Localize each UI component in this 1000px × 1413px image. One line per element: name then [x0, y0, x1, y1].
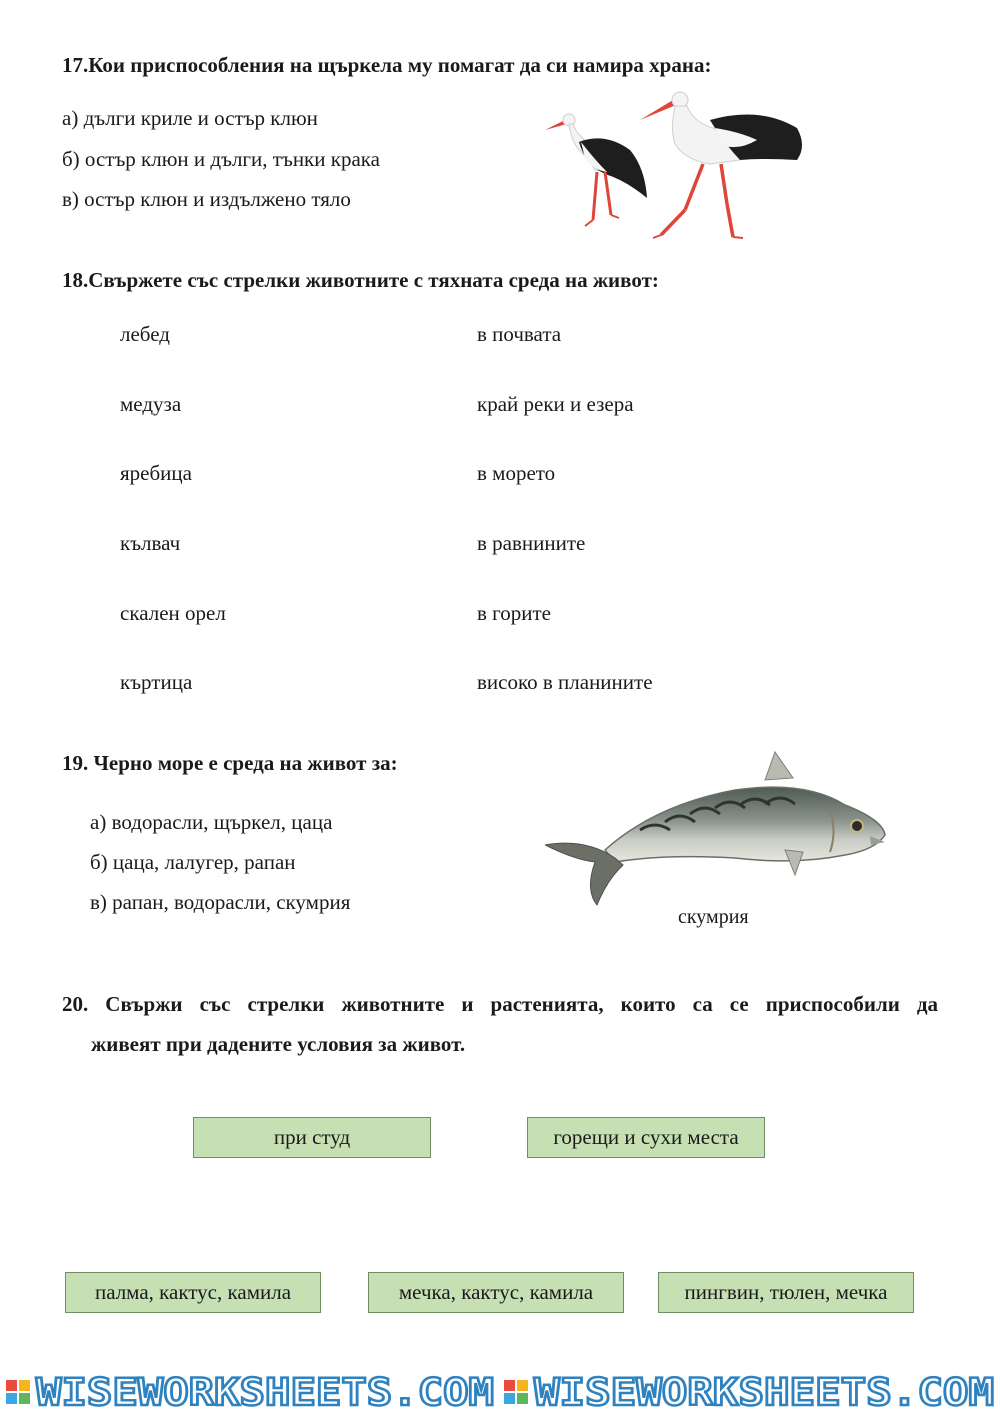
q20-line2: живеят при дадените условия за живот.	[91, 1032, 466, 1056]
q20-word: растенията,	[490, 992, 604, 1016]
q18-animal[interactable]: медуза	[120, 392, 182, 416]
storks-image	[535, 80, 810, 245]
q19-option-c[interactable]: в) рапан, водорасли, скумрия	[90, 890, 351, 914]
q18-habitat[interactable]: високо в планините	[477, 670, 653, 694]
q20-title	[62, 984, 938, 1064]
q18-habitat[interactable]: край реки и езера	[477, 392, 634, 416]
q19-option-b[interactable]: б) цаца, лалугер, рапан	[90, 850, 296, 874]
q20-number: 20.	[62, 992, 89, 1016]
q18-habitat[interactable]: в равнините	[477, 531, 586, 555]
condition-box-cold[interactable]: при студ	[193, 1117, 431, 1158]
answer-box[interactable]: мечка, кактус, камила	[368, 1272, 624, 1313]
q20-word: стрелки	[247, 992, 325, 1016]
q19-title: 19. Черно море е среда на живот за:	[62, 751, 398, 775]
small-stork	[545, 114, 647, 226]
q20-word: които	[620, 992, 676, 1016]
q18-animal[interactable]: яребица	[120, 461, 192, 485]
q18-animal[interactable]: лебед	[120, 322, 170, 346]
q18-animal[interactable]: кълвач	[120, 531, 181, 555]
q20-word: се	[729, 992, 749, 1016]
q18-habitat[interactable]: в почвата	[477, 322, 562, 346]
condition-box-hot-dry[interactable]: горещи и сухи места	[527, 1117, 765, 1158]
footer-watermark	[0, 1372, 1000, 1413]
q17-option-c[interactable]: в) остър клюн и издължено тяло	[62, 187, 351, 211]
q20-word: приспособили	[765, 992, 900, 1016]
q19-option-a[interactable]: а) водорасли, щъркел, цаца	[90, 810, 333, 834]
q20-word: са	[692, 992, 713, 1016]
large-stork	[640, 92, 802, 238]
q20-line1	[62, 984, 938, 1024]
q20-word: животните	[341, 992, 445, 1016]
q20-word: и	[461, 992, 474, 1016]
mackerel-image	[545, 750, 890, 910]
footer-logo-right	[504, 1380, 528, 1404]
answer-box[interactable]: пингвин, тюлен, мечка	[658, 1272, 914, 1313]
q18-habitat[interactable]: в горите	[477, 601, 551, 625]
q17-option-a[interactable]: а) дълги криле и остър клюн	[62, 106, 318, 130]
footer-text: WISEWORKSHEETS.COM	[36, 1372, 494, 1413]
q20-word: да	[916, 992, 938, 1016]
q18-title	[62, 268, 659, 293]
answer-box[interactable]: палма, кактус, камила	[65, 1272, 321, 1313]
q18-text: Свържете със стрелки животните с тяхната среда на живот:	[88, 268, 659, 292]
q20-word: със	[199, 992, 231, 1016]
q18-habitat[interactable]: в морето	[477, 461, 556, 485]
footer-text: WISEWORKSHEETS.COM	[534, 1372, 994, 1413]
mackerel-caption: скумрия	[678, 906, 749, 928]
q17-title	[62, 53, 711, 78]
q17-text: Кои приспособления на щъркела му помагат да си намира храна:	[88, 53, 712, 77]
q18-animal[interactable]: скален орел	[120, 601, 226, 625]
q17-number: 17.	[62, 53, 89, 77]
q18-number: 18.	[62, 268, 89, 292]
q18-animal[interactable]: къртица	[120, 670, 193, 694]
q17-option-b[interactable]: б) остър клюн и дълги, тънки крака	[62, 147, 380, 171]
q20-word: Свържи	[105, 992, 183, 1016]
footer-logo-left	[6, 1380, 30, 1404]
